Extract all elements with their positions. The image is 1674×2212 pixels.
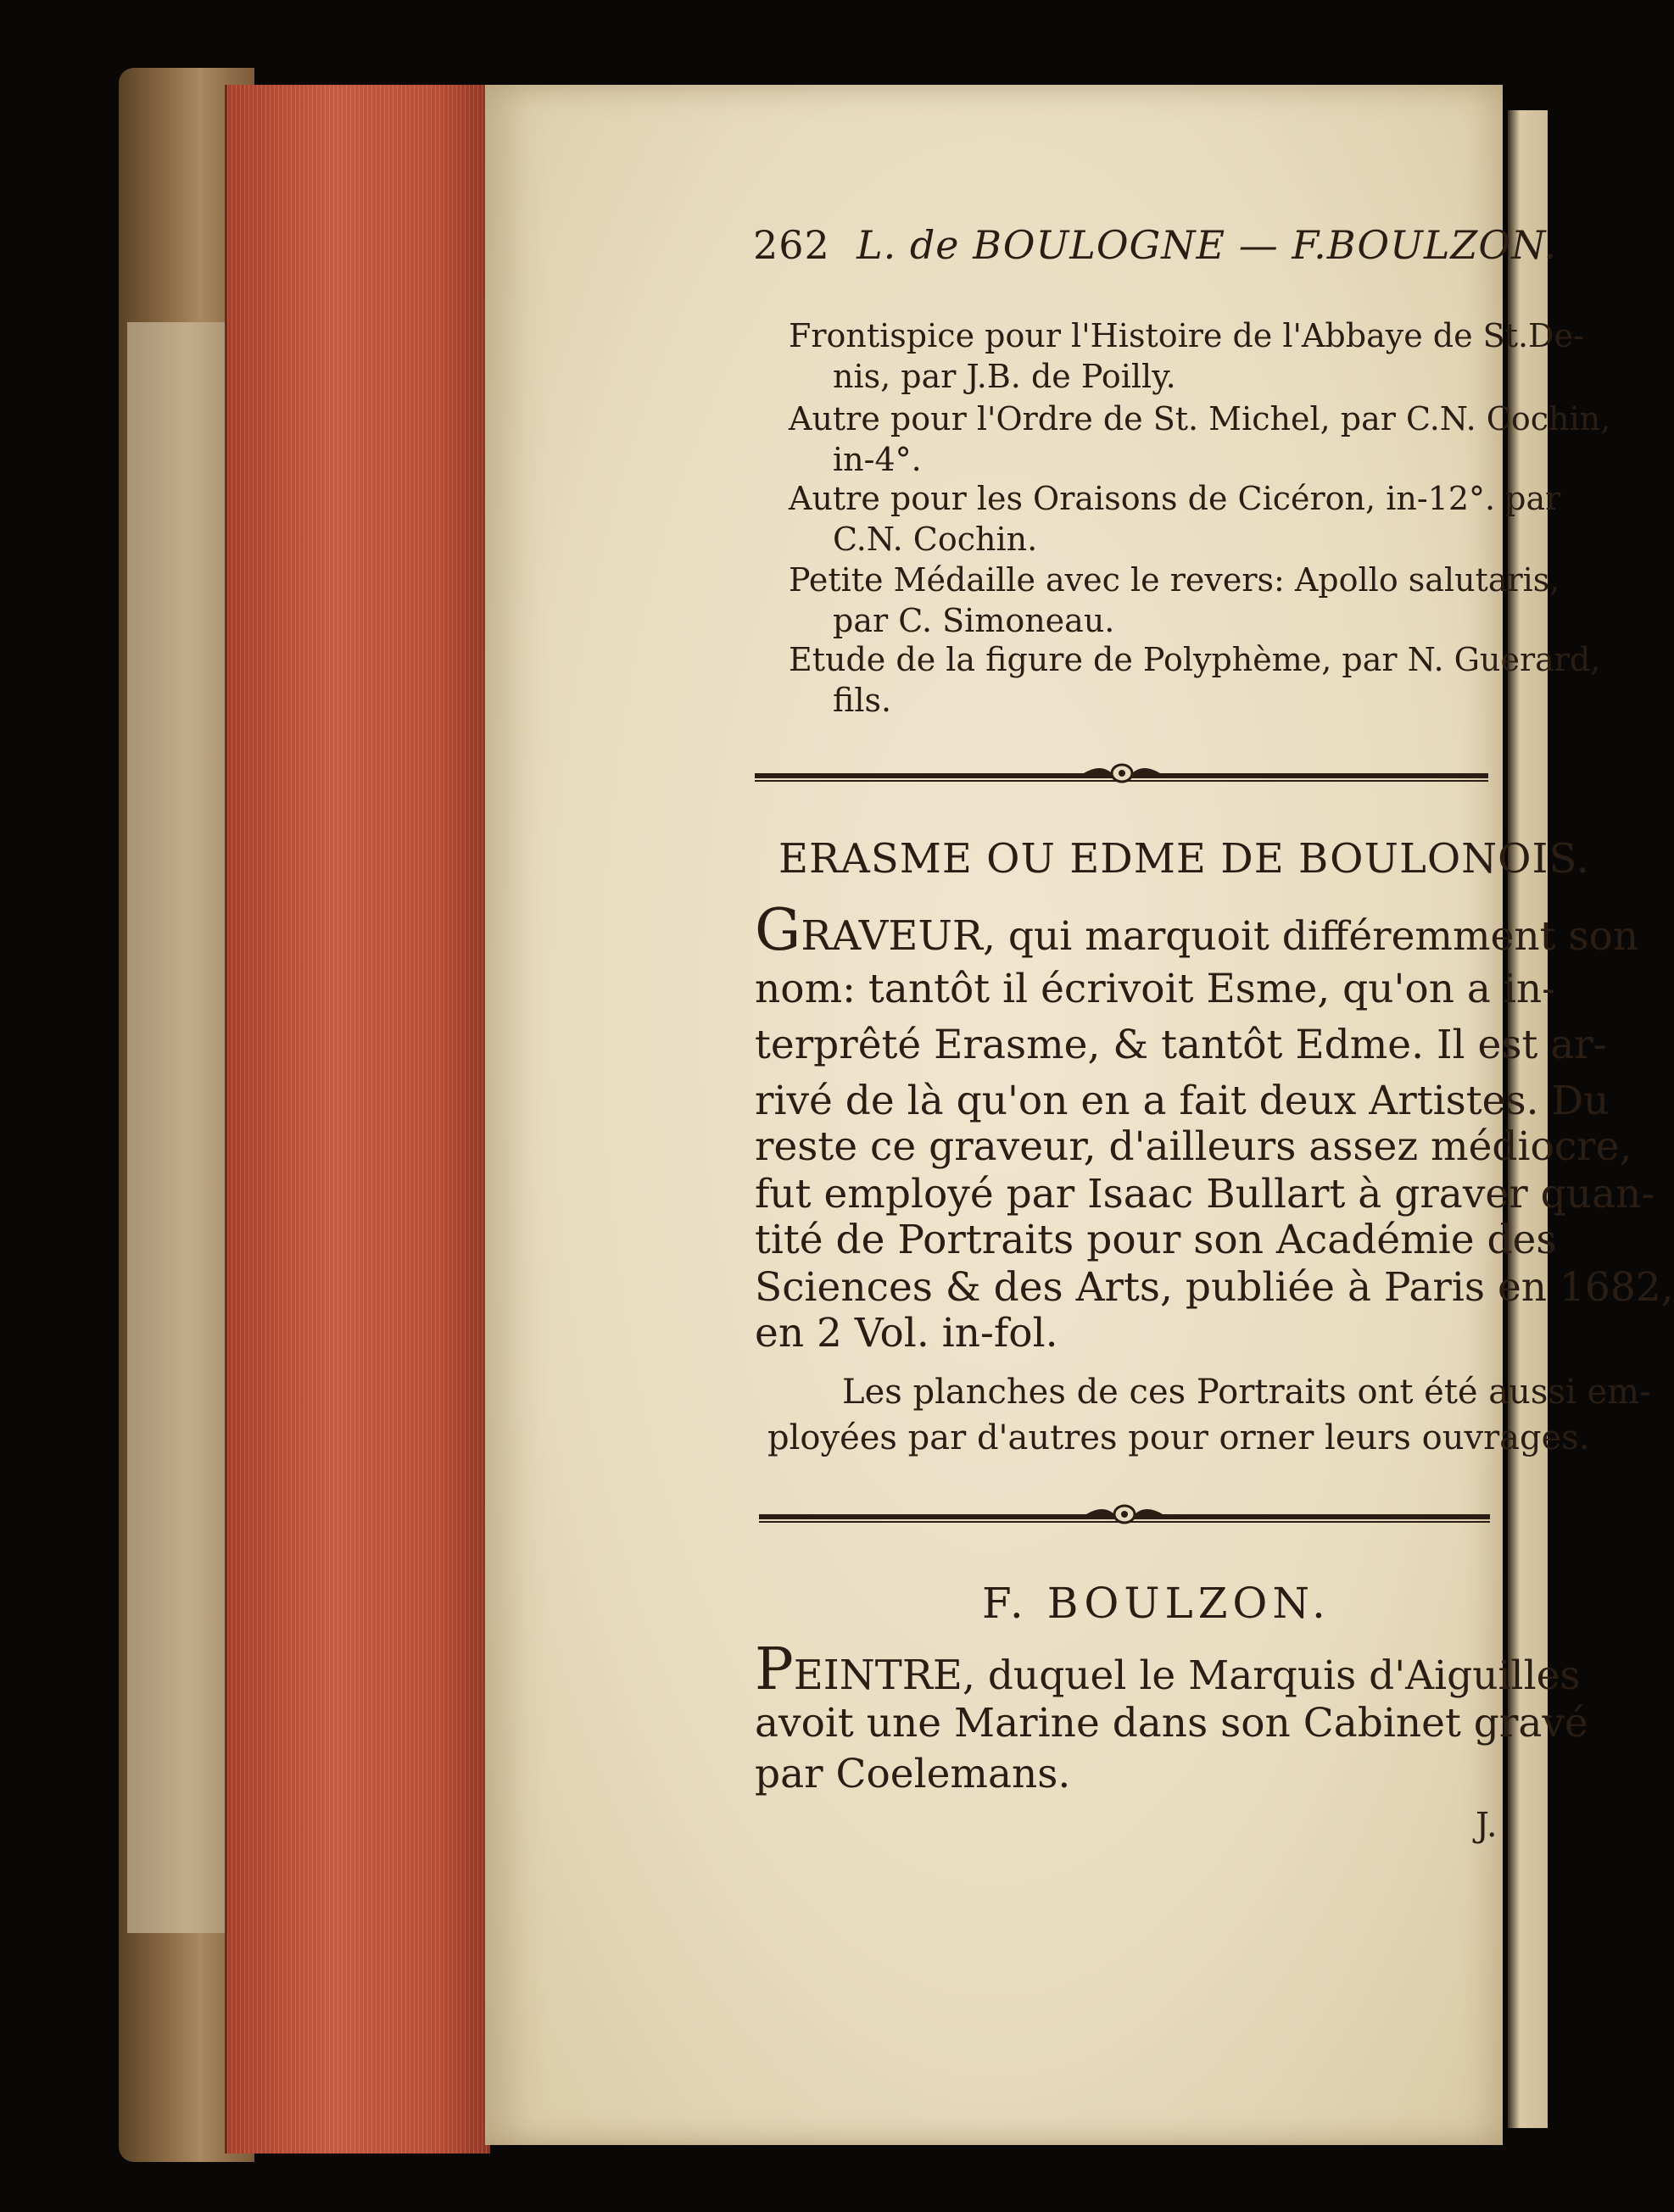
ornamental-rule: [755, 770, 1488, 782]
paragraph-line: Peintre, duquel le Marquis d'Aiguilles: [755, 1636, 1581, 1703]
entry-line: par C. Simoneau.: [833, 602, 1115, 639]
note-line: ployées par d'autres pour orner leurs ouvrages.: [767, 1418, 1590, 1457]
ornamental-rule: [759, 1511, 1490, 1523]
section-heading-erasme: ERASME OU EDME DE BOULONOIS.: [778, 835, 1590, 883]
note-line: Les planches de ces Portraits ont été aussi em-: [842, 1373, 1651, 1412]
running-head: [753, 222, 1557, 268]
section-heading-boulzon: F. BOULZON.: [982, 1579, 1331, 1628]
entry-line: nis, par J.B. de Poilly.: [833, 358, 1176, 395]
paragraph-line: Sciences & des Arts, publiée à Paris en 1682,: [755, 1264, 1674, 1311]
red-page-edges: [225, 85, 490, 2153]
entry-line: Autre pour les Oraisons de Cicéron, in-12°. par: [789, 480, 1561, 517]
drop-word: Graveur: [755, 897, 984, 964]
entry-line: Autre pour l'Ordre de St. Michel, par C.N. Cochin,: [789, 400, 1611, 437]
entry-line: in-4°.: [833, 441, 922, 478]
entry-line: Etude de la figure de Polyphème, par N. Guerard,: [789, 641, 1601, 678]
fleuron-icon: [1078, 1502, 1171, 1526]
paragraph-line: par Coelemans.: [755, 1751, 1071, 1797]
running-title: L. de BOULOGNE — F.BOULZON.: [857, 222, 1558, 268]
paragraph-line: tité de Portraits pour son Académie des: [755, 1217, 1557, 1263]
paragraph-line: rivé de là qu'on en a fait deux Artistes. Du: [755, 1078, 1610, 1124]
paragraph-line: fut employé par Isaac Bullart à graver quan-: [755, 1171, 1655, 1217]
entry-line: fils.: [833, 682, 892, 719]
catchword: J.: [1476, 1806, 1498, 1845]
drop-word: Peintre: [755, 1636, 963, 1703]
fleuron-icon: [1075, 761, 1169, 785]
paragraph-line: nom: tantôt il écrivoit Esme, qu'on a in-: [755, 966, 1556, 1012]
paragraph-line: reste ce graveur, d'ailleurs assez médiocre,: [755, 1123, 1632, 1170]
entry-line: Frontispice pour l'Histoire de l'Abbaye de St.De-: [789, 317, 1584, 354]
paragraph-line: terprêté Erasme, & tantôt Edme. Il est ar-: [755, 1022, 1607, 1068]
paragraph-line: en 2 Vol. in-fol.: [755, 1310, 1058, 1357]
paragraph-line: Graveur, qui marquoit différemment son: [755, 897, 1639, 964]
entry-line: C.N. Cochin.: [833, 521, 1038, 558]
page-number: 262: [753, 222, 830, 268]
paragraph-line: avoit une Marine dans son Cabinet gravé: [755, 1700, 1588, 1747]
entry-line: Petite Médaille avec le revers: Apollo salutaris,: [789, 561, 1560, 599]
